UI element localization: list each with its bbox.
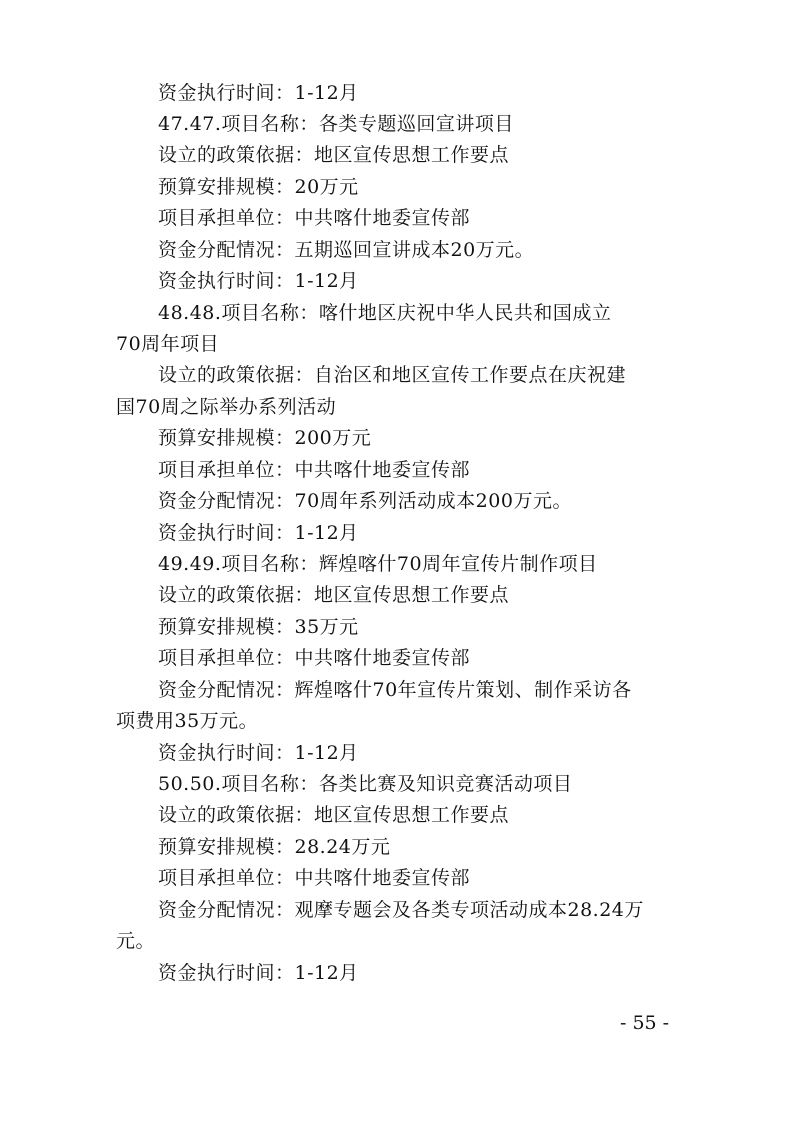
text-line: 资金分配情况：五期巡回宣讲成本20万元。	[158, 239, 535, 261]
text-line: 资金分配情况：70周年系列活动成本200万元。	[158, 490, 572, 512]
text-line: 国70周之际举办系列活动	[116, 396, 337, 418]
text-line: 项目承担单位：中共喀什地委宣传部	[158, 459, 471, 481]
text-line: 资金分配情况：观摩专题会及各类专项活动成本28.24万	[158, 899, 644, 921]
text-line: 设立的政策依据：地区宣传思想工作要点	[158, 584, 510, 606]
text-line: 48.48.项目名称：喀什地区庆祝中华人民共和国成立	[158, 302, 612, 324]
text-line: 元。	[116, 930, 156, 952]
text-line: 资金执行时间：1-12月	[158, 962, 359, 984]
text-line: 预算安排规模：20万元	[158, 176, 359, 198]
text-line: 预算安排规模：28.24万元	[158, 836, 391, 858]
text-line: 项目承担单位：中共喀什地委宣传部	[158, 867, 471, 889]
page-number: - 55 -	[620, 1012, 670, 1034]
text-line: 49.49.项目名称：辉煌喀什70周年宣传片制作项目	[158, 553, 598, 575]
text-line: 预算安排规模：200万元	[158, 427, 372, 449]
text-line: 资金执行时间：1-12月	[158, 742, 359, 764]
text-line: 资金执行时间：1-12月	[158, 82, 359, 104]
text-line: 50.50.项目名称：各类比赛及知识竞赛活动项目	[158, 773, 573, 795]
text-line: 资金执行时间：1-12月	[158, 522, 359, 544]
text-line: 设立的政策依据：地区宣传思想工作要点	[158, 144, 510, 166]
text-line: 设立的政策依据：地区宣传思想工作要点	[158, 804, 510, 826]
text-line: 70周年项目	[116, 333, 220, 355]
text-line: 资金执行时间：1-12月	[158, 270, 359, 292]
text-line: 47.47.项目名称：各类专题巡回宣讲项目	[158, 113, 514, 135]
text-line: 项目承担单位：中共喀什地委宣传部	[158, 647, 471, 669]
text-line: 资金分配情况：辉煌喀什70年宣传片策划、制作采访各	[158, 679, 632, 701]
text-line: 项目承担单位：中共喀什地委宣传部	[158, 207, 471, 229]
text-line: 预算安排规模：35万元	[158, 616, 359, 638]
text-line: 项费用35万元。	[116, 710, 259, 732]
text-line: 设立的政策依据：自治区和地区宣传工作要点在庆祝建	[158, 364, 627, 386]
